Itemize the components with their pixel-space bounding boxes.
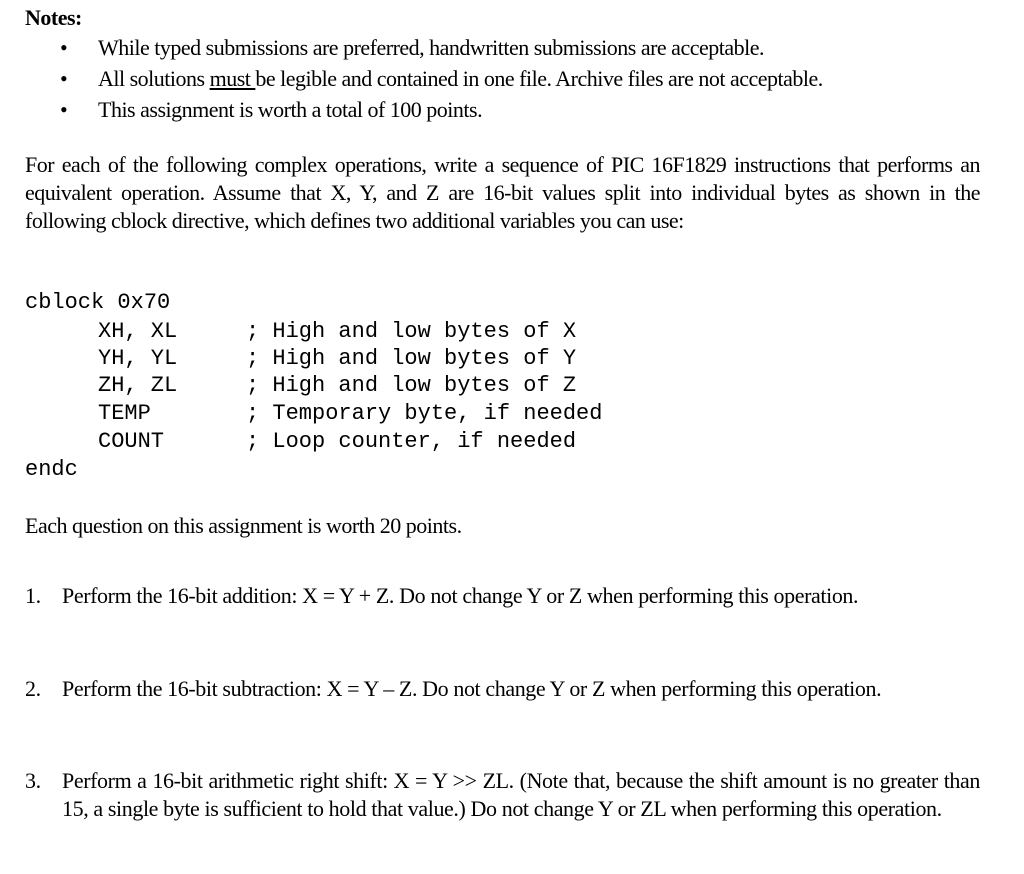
- code-comment: ; Temporary byte, if needed: [246, 401, 603, 426]
- question-text: Perform a 16-bit arithmetic right shift: X = Y >> ZL. (Note that, because the shift amount is no greater than 15, a single byte is sufficient to hold that value.) Do not change Y or ZL when performing this operation.: [62, 768, 980, 821]
- code-comment: ; High and low bytes of Y: [246, 346, 577, 371]
- code-comment: ; High and low bytes of Z: [246, 373, 577, 398]
- intro-paragraph: For each of the following complex operations, write a sequence of PIC 16F1829 instructions that performs an equivalent operation. Assume that X, Y, and Z are 16-bit values split into individual bytes as shown in the following cblock directive, which defines two additional variables you can use:: [25, 152, 980, 233]
- note-item: [60, 65, 823, 96]
- note-text: This assignment is worth a total of 100 points.: [98, 97, 483, 122]
- note-text: be legible and contained in one file. Archive files are not acceptable.: [255, 66, 823, 91]
- question-text: Perform the 16-bit subtraction: X = Y – Z. Do not change Y or Z when performing this operation.: [62, 676, 882, 701]
- code-comment: ; High and low bytes of X: [246, 319, 577, 344]
- question-number: 1.: [25, 583, 41, 608]
- code-comment: ; Loop counter, if needed: [246, 429, 577, 454]
- question-text: Perform the 16-bit addition: X = Y + Z. Do not change Y or Z when performing this operation.: [62, 583, 859, 608]
- note-emphasis: must: [209, 66, 256, 91]
- code-vars: YH, YL: [98, 346, 178, 371]
- code-vars: ZH, ZL: [98, 373, 178, 398]
- note-text: All solutions: [98, 66, 210, 91]
- note-item: [60, 96, 823, 127]
- notes-heading: Notes:: [25, 5, 82, 30]
- question-number: 2.: [25, 676, 41, 701]
- code-cblock-open: cblock 0x70: [25, 290, 171, 315]
- note-text: While typed submissions are preferred, handwritten submissions are acceptable.: [98, 35, 764, 60]
- note-item: [60, 34, 823, 65]
- code-vars: TEMP: [98, 401, 151, 426]
- code-block: [0, 318, 700, 458]
- question-1: [25, 582, 980, 610]
- question-3: [25, 767, 980, 823]
- code-vars: COUNT: [98, 429, 165, 454]
- question-2: [25, 675, 980, 703]
- points-note: Each question on this assignment is worth 20 points.: [25, 513, 462, 538]
- notes-list: [60, 34, 823, 127]
- code-endc: endc: [25, 457, 78, 482]
- question-number: 3.: [25, 768, 41, 793]
- code-vars: XH, XL: [98, 319, 178, 344]
